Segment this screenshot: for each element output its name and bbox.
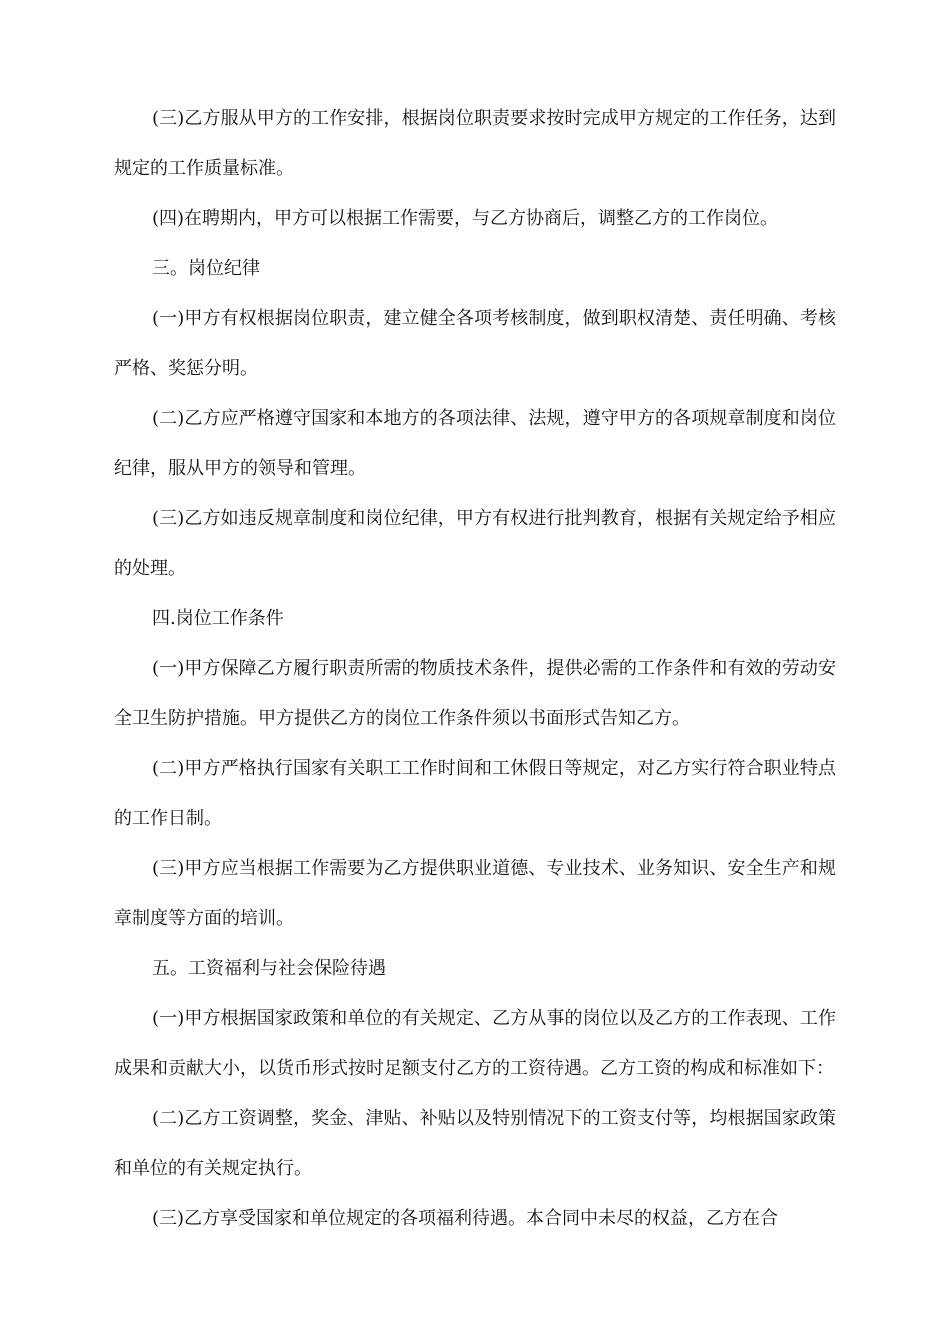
paragraph-v-2-wage-adjustment: (二)乙方工资调整，奖金、津贴、补贴以及特别情况下的工资支付等，均根据国家政策和单位的有关规定执行。 [114,1108,836,1179]
paragraph-iv-1-material-conditions: (一)甲方保障乙方履行职责所需的物质技术条件，提供必需的工作条件和有效的劳动安全卫生防护措施。甲方提供乙方的岗位工作条件须以书面形式告知乙方。 [114,658,836,729]
section-heading-4-work-conditions: 四.岗位工作条件 [152,608,284,629]
paragraph-iv-3-training: (三)甲方应当根据工作需要为乙方提供职业道德、专业技术、业务知识、安全生产和规章制度等方面的培训。 [114,858,836,929]
section-heading-5-wages-benefits: 五。工资福利与社会保险待遇 [152,958,386,979]
paragraph-v-1-wage-payment: (一)甲方根据国家政策和单位的有关规定、乙方从事的岗位以及乙方的工作表现、工作成果和贡献大小，以货币形式按时足额支付乙方的工资待遇。乙方工资的构成和标准如下： [114,1008,836,1079]
section-heading-3-post-discipline: 三。岗位纪律 [152,258,260,279]
paragraph-iii-2-compliance: (二)乙方应严格遵守国家和本地方的各项法律、法规，遵守甲方的各项规章制度和岗位纪律，服从甲方的领导和管理。 [114,408,836,479]
paragraph-iii-1-assessment: (一)甲方有权根据岗位职责，建立健全各项考核制度，做到职权清楚、责任明确、考核严格、奖惩分明。 [114,308,836,379]
document-page [114,94,836,1244]
paragraph-iv-2-working-hours: (二)甲方严格执行国家有关职工工作时间和工休假日等规定，对乙方实行符合职业特点的工作日制。 [114,758,836,829]
paragraph-ii-3-work-arrangement: (三)乙方服从甲方的工作安排，根据岗位职责要求按时完成甲方规定的工作任务，达到规定的工作质量标准。 [114,108,836,179]
paragraph-iii-3-violation: (三)乙方如违反规章制度和岗位纪律，甲方有权进行批判教育，根据有关规定给予相应的处理。 [114,508,836,579]
paragraph-ii-4-post-adjustment: (四)在聘期内，甲方可以根据工作需要，与乙方协商后，调整乙方的工作岗位。 [152,208,779,229]
paragraph-v-3-welfare: (三)乙方享受国家和单位规定的各项福利待遇。本合同中未尽的权益，乙方在合 [152,1208,779,1229]
